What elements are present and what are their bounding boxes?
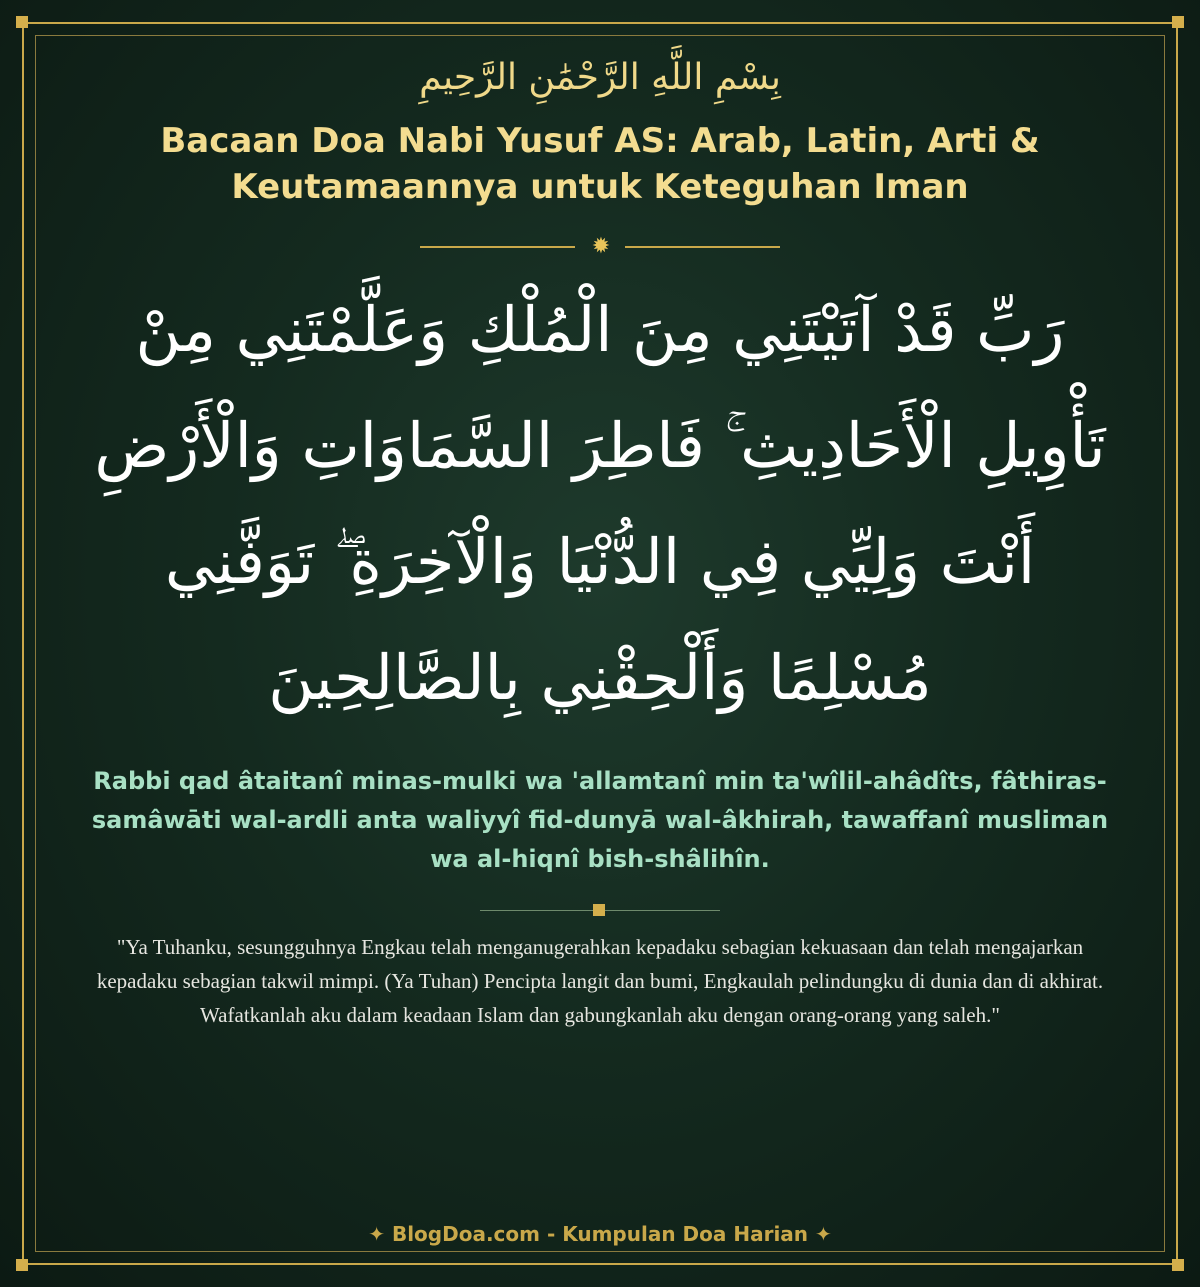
footer-credit: ✦ BlogDoa.com - Kumpulan Doa Harian ✦ — [368, 1222, 832, 1246]
corner-ornament-bottom-left — [16, 1259, 28, 1271]
corner-ornament-bottom-right — [1172, 1259, 1184, 1271]
divider-line-left — [420, 246, 575, 248]
doa-latin-text: Rabbi qad âtaitanî minas-mulki wa 'allamtanî min ta'wîlil-ahâdîts, fâthiras-samâwāti wal-ardli anta waliyyî fid-dunyā wal-âkhirah, tawaffanî musliman wa al-hiqnî bish-shâlihîn. — [91, 767, 1109, 873]
doa-arabic-text: رَبِّ قَدْ آتَيْتَنِي مِنَ الْمُلْكِ وَعَلَّمْتَنِي مِنْ تَأْوِيلِ الْأَحَادِيثِ ۚ فَاطِرَ السَّمَاوَاتِ وَالْأَرْضِ أَنْتَ وَلِيِّي فِي الدُّنْيَا وَالْآخِرَةِ ۖ تَوَفَّنِي مُسْلِمًا وَأَلْحِقْنِي بِالصَّالِحِينَ — [94, 293, 1106, 714]
page-title: Bacaan Doa Nabi Yusuf AS: Arab, Latin, Arti & Keutamaannya untuk Keteguhan Iman — [160, 121, 1040, 207]
ornament-diamond-icon — [593, 904, 605, 916]
top-divider — [420, 236, 780, 258]
ornament-star-icon: ✹ — [591, 234, 611, 259]
divider-line-right — [625, 246, 780, 248]
bismillah-heading: بِسْمِ اللَّهِ الرَّحْمَٰنِ الرَّحِيمِ — [419, 57, 781, 98]
corner-ornament-top-right — [1172, 16, 1184, 28]
corner-ornament-top-left — [16, 16, 28, 28]
middle-divider — [480, 902, 720, 918]
doa-translation-text: "Ya Tuhanku, sesungguhnya Engkau telah menganugerahkan kepadaku sebagian kekuasaan dan telah mengajarkan kepadaku sebagian takwil mimpi. (Ya Tuhan) Pencipta langit dan bumi, Engkaulah pelindungku di dunia dan di akhirat. Wafatkanlah aku dalam keadaan Islam dan gabungkanlah aku dengan orang-orang yang saleh." — [96, 935, 1104, 1027]
